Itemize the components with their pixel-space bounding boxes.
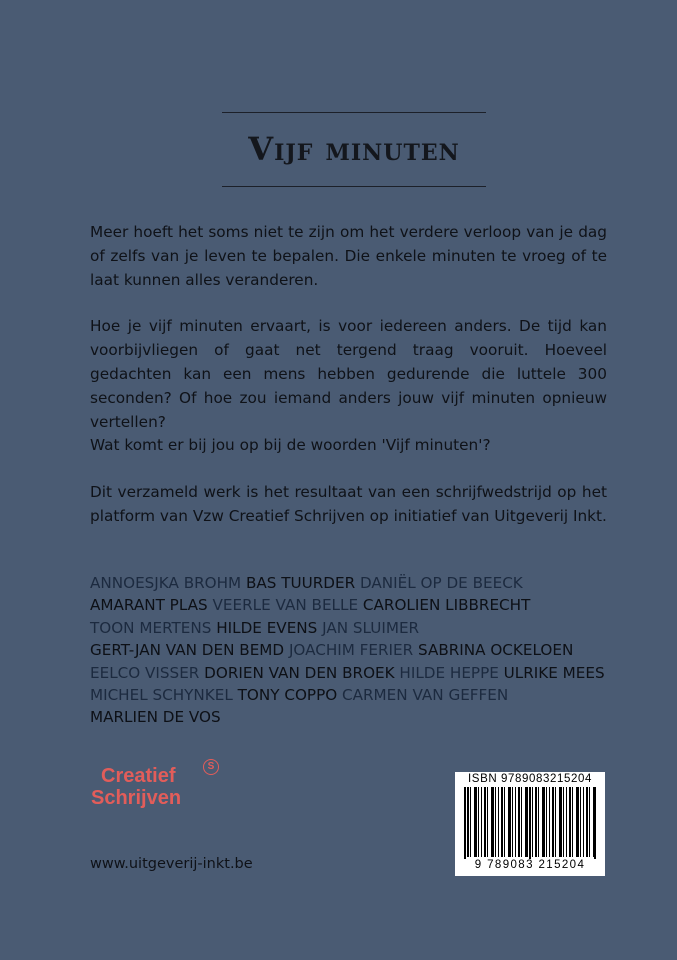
author-name: TONY COPPO <box>237 686 338 705</box>
title-rule-bottom <box>222 186 486 187</box>
blurb-paragraph-3: Wat komt er bij jou op bij de woorden 'Vijf minuten'? <box>90 436 491 454</box>
author-name: DANIËL OP DE BEECK <box>359 574 523 592</box>
isbn-label: ISBN 9789083215204 <box>468 773 592 785</box>
author-name: CAROLIEN LIBBRECHT <box>362 596 531 615</box>
author-name: JOACHIM FERIER <box>288 641 414 660</box>
author-name: VEERLE VAN BELLE <box>212 596 359 615</box>
author-name: DORIEN VAN DEN BROEK <box>204 663 395 682</box>
author-name: TOON MERTENS <box>90 618 212 637</box>
author-name: ANNOESJKA BROHM <box>90 574 242 592</box>
barcode-guard-left <box>464 787 466 865</box>
logo-mark-icon: S <box>203 759 219 775</box>
author-name: GERT-JAN VAN DEN BEMD <box>90 641 285 660</box>
author-list <box>90 572 610 729</box>
author-name: MICHEL SCHYNKEL <box>90 686 233 705</box>
author-name: EELCO VISSER <box>90 663 200 682</box>
publisher-url: www.uitgeverij-inkt.be <box>90 856 253 872</box>
blurb-paragraph-2: Hoe je vijf minuten ervaart, is voor iedereen anders. De tijd kan voorbijvliegen of gaat net tergend traag vooruit. Hoeveel gedachten kan een mens hebben gedurende die luttele 300 seconden? Of hoe zou iemand anders jouw vijf minuten opnieuw vertellen? <box>90 317 607 431</box>
author-name: CARMEN VAN GEFFEN <box>342 686 509 705</box>
title-rule-top <box>222 112 486 113</box>
isbn-barcode <box>455 772 605 876</box>
creatief-schrijven-logo <box>91 761 215 809</box>
author-name: SABRINA OCKELOEN <box>418 641 574 660</box>
author-name: BAS TUURDER <box>245 574 356 592</box>
blurb-paragraph-1: Meer hoeft het soms niet te zijn om het verdere verloop van je dag of zelfs van je leven te bepalen. Die enkele minuten te vroeg of te laat kunnen alles veranderen. <box>90 223 607 289</box>
author-name: MARLIEN DE VOS <box>90 708 221 727</box>
author-name: HILDE HEPPE <box>399 663 499 682</box>
author-name: AMARANT PLAS <box>90 596 208 615</box>
author-name: JAN SLUIMER <box>322 618 420 637</box>
author-name: HILDE EVENS <box>216 618 318 637</box>
author-name: ULRIKE MEES <box>503 663 605 682</box>
logo-line-2: Schrijven <box>91 787 182 809</box>
barcode-guard-right <box>594 787 596 865</box>
book-title: Vijf minuten <box>248 130 460 168</box>
barcode-guard-center <box>529 787 531 865</box>
logo-line-1: Creatief <box>101 765 176 787</box>
blurb-paragraph-4: Dit verzameld werk is het resultaat van een schrijfwedstrijd op het platform van Vzw Creatief Schrijven op initiatief van Uitgeverij Inkt. <box>90 483 607 525</box>
isbn-number: 9 789083 215204 <box>455 859 605 871</box>
